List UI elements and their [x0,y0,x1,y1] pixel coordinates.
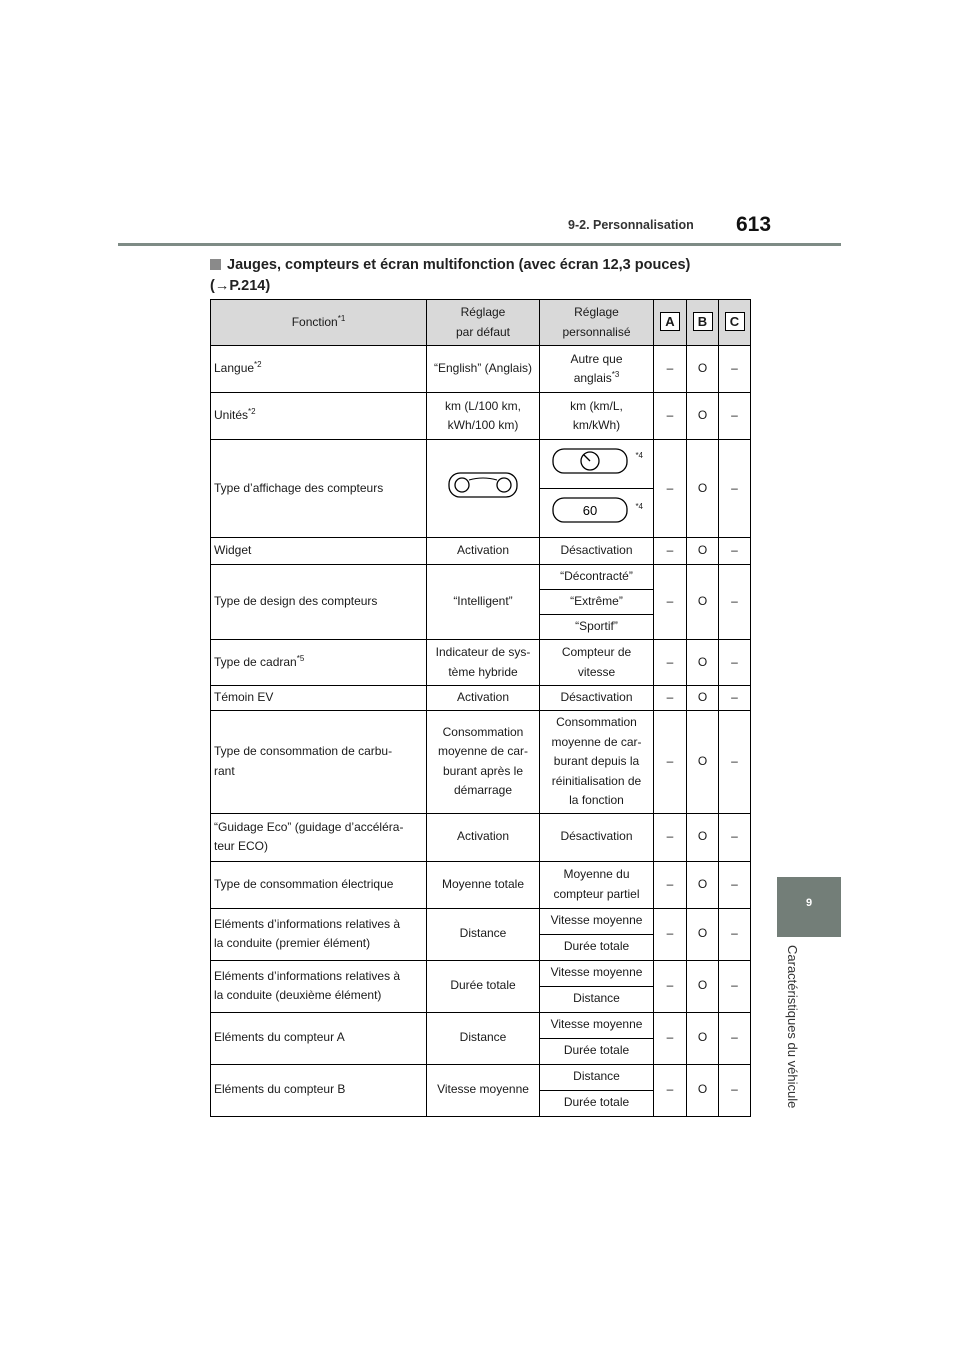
table-row [211,908,751,934]
cell-a: – [654,861,687,908]
cell-a: – [654,393,687,440]
cell-c: – [719,1064,751,1116]
cell-b: O [687,440,719,538]
cell-function: Type d’affichage des compteurs [211,440,427,538]
cell-default: Activation [427,686,540,711]
table-row [211,1064,751,1090]
table-row [211,861,751,908]
cell-custom: Vitesse moyenne [540,960,654,986]
cell-b: O [687,908,719,960]
cell-function: Type de design des compteurs [211,565,427,640]
cell-b: O [687,1012,719,1064]
cell-b: O [687,565,719,640]
cell-b: O [687,861,719,908]
settings-table [210,299,751,1117]
cell-c: – [719,565,751,640]
cell-custom: “Sportif” [540,615,654,640]
cell-default: “English” (Anglais) [427,346,540,393]
cell-c: – [719,346,751,393]
cell-c: – [719,538,751,565]
cell-a: – [654,565,687,640]
header-rule [118,243,841,246]
cell-c: – [719,908,751,960]
header-default: Réglage par défaut [427,300,540,346]
cell-c: – [719,1012,751,1064]
cell-custom [540,440,654,489]
cell-function: Eléments d’informations relatives à la conduite (deuxième élément) [211,960,427,1012]
cell-c: – [719,861,751,908]
cell-default: Distance [427,1012,540,1064]
cell-custom: Durée totale [540,934,654,960]
cell-function: Type de consommation de carbu- rant [211,711,427,814]
cell-default: Distance [427,908,540,960]
cell-custom: Vitesse moyenne [540,1012,654,1038]
chapter-title-vertical [786,945,806,1145]
cell-b: O [687,1064,719,1116]
cell-function: Eléments du compteur A [211,1012,427,1064]
cell-a: – [654,960,687,1012]
footnote-mark: *4 [635,451,643,460]
table-row [211,565,751,590]
cell-custom: Désactivation [540,538,654,565]
dual-gauge-icon [448,472,518,498]
cell-a: – [654,908,687,960]
cell-custom: Désactivation [540,813,654,861]
cell-custom: Compteur de vitesse [540,640,654,686]
cell-a: – [654,538,687,565]
cell-b: O [687,711,719,814]
cell-function: Langue$^{*2}$ [211,346,427,393]
cell-function: Eléments d’informations relatives à la conduite (premier élément) [211,908,427,960]
cell-a: – [654,346,687,393]
cell-c: – [719,440,751,538]
chapter-title: Caractéristiques du véhicule [785,945,800,1109]
cell-custom: Autre que anglais$^{*3}$ [540,346,654,393]
cell-custom: “Décontracté” [540,565,654,590]
header-a: A [654,300,687,346]
section-header: 9-2. Personnalisation [568,218,694,232]
cell-a: – [654,1012,687,1064]
cell-a: – [654,440,687,538]
cell-default: Indicateur de sys- tème hybride [427,640,540,686]
cell-b: O [687,346,719,393]
cell-default: Consommation moyenne de car- burant après le démarrage [427,711,540,814]
cell-a: – [654,640,687,686]
cell-c: – [719,640,751,686]
cell-custom: Vitesse moyenne [540,908,654,934]
cell-default: Activation [427,813,540,861]
cell-custom: “Extrême” [540,590,654,615]
chapter-tab [777,877,841,937]
footnote-mark: *4 [635,502,643,511]
table-row [211,346,751,393]
cell-function: Widget [211,538,427,565]
cell-a: – [654,686,687,711]
cell-c: – [719,393,751,440]
cell-function: Unités$^{*2}$ [211,393,427,440]
cell-function: Eléments du compteur B [211,1064,427,1116]
analog-gauge-icon [552,448,628,474]
table-header-row [211,300,751,346]
header-custom: Réglage personnalisé [540,300,654,346]
cell-function: “Guidage Eco” (guidage d’accéléra- teur ECO) [211,813,427,861]
cell-b: O [687,538,719,565]
digital-gauge-icon [552,497,628,523]
table-row [211,686,751,711]
cell-custom: Durée totale [540,1090,654,1116]
cell-custom: Consommation moyenne de car- burant depuis la réinitialisation de la fonction [540,711,654,814]
cell-c: – [719,711,751,814]
header-c: C [719,300,751,346]
cell-c: – [719,960,751,1012]
cell-c: – [719,813,751,861]
chapter-number: 9 [805,897,813,909]
cell-b: O [687,393,719,440]
cell-b: O [687,686,719,711]
cell-custom: Durée totale [540,1038,654,1064]
cell-a: – [654,1064,687,1116]
cell-custom: Moyenne du compteur partiel [540,861,654,908]
table-row [211,640,751,686]
cell-function: Témoin EV [211,686,427,711]
cell-default: Moyenne totale [427,861,540,908]
cell-b: O [687,813,719,861]
cell-c: – [719,686,751,711]
section-title-line1: Jauges, compteurs et écran multifonction (avec écran 12,3 pouces) [227,257,691,273]
cell-custom: km (km/L, km/kWh) [540,393,654,440]
table-row [211,538,751,565]
table-row [211,1012,751,1038]
header-b: B [687,300,719,346]
cell-default: “Intelligent” [427,565,540,640]
cell-default: Vitesse moyenne [427,1064,540,1116]
cell-custom: Distance [540,986,654,1012]
cell-custom [540,489,654,538]
table-row [211,440,751,489]
square-bullet-icon [210,259,221,270]
page-number: 613 [736,213,772,236]
section-title-line2: (→P.214) [210,278,271,294]
header-function: Fonction$^{*1}$ [211,300,427,346]
cell-default: Durée totale [427,960,540,1012]
cell-b: O [687,640,719,686]
table-row [211,960,751,986]
cell-default: km (L/100 km, kWh/100 km) [427,393,540,440]
cell-a: – [654,711,687,814]
digital-speed-value: 60 [582,502,597,518]
section-title [210,255,770,297]
cell-b: O [687,960,719,1012]
cell-a: – [654,813,687,861]
cell-default: Activation [427,538,540,565]
cell-function: Type de consommation électrique [211,861,427,908]
table-row [211,711,751,814]
table-row [211,813,751,861]
cell-custom: Distance [540,1064,654,1090]
cell-function: Type de cadran$^{*5}$ [211,640,427,686]
table-row [211,393,751,440]
cell-default [427,440,540,538]
cell-custom: Désactivation [540,686,654,711]
